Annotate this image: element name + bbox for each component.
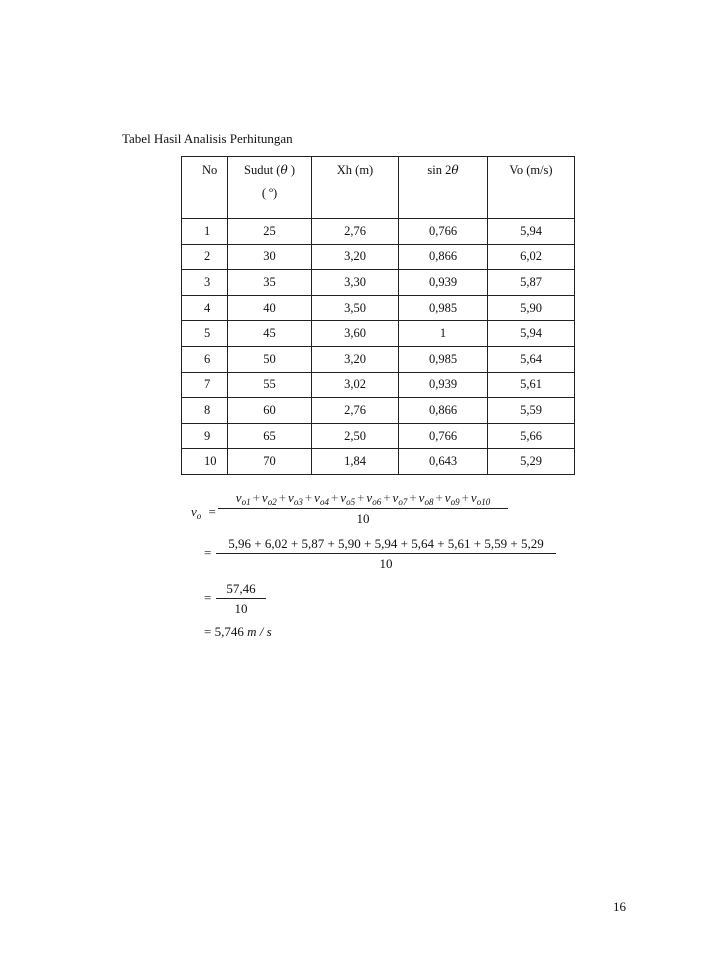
cell-sudut: 25 [228,219,312,245]
term-var: v [392,490,399,505]
cell-no: 10 [182,449,228,475]
term-var: v [261,490,268,505]
cell-sin2theta: 0,939 [399,372,488,398]
header-sudut-unit: ( º) [261,186,278,200]
cell-vo: 5,87 [488,270,575,296]
cell-sudut: 55 [228,372,312,398]
table-row [182,372,575,398]
term-var: v [418,490,425,505]
plus-sign: + [383,490,391,505]
table-row [182,295,575,321]
fraction-3-denominator: 10 [234,601,248,616]
fraction-2-numerator: 5,96 + 6,02 + 5,87 + 5,90 + 5,94 + 5,64 + 5,61 + 5,59 + 5,29 [228,536,544,551]
cell-sin2theta: 1 [399,321,488,347]
term-subscript: o8 [424,497,434,507]
cell-sudut: 35 [228,270,312,296]
cell-vo: 5,29 [488,449,575,475]
theta-symbol: θ [280,163,288,177]
header-vo: Vo (m/s) [488,157,575,219]
cell-sudut: 45 [228,321,312,347]
cell-sudut: 70 [228,449,312,475]
header-sudut-close: ) [287,163,295,177]
fraction-3-numerator: 57,46 [226,581,256,596]
formula-lhs [191,504,216,521]
plus-sign: + [357,490,365,505]
table-row [182,346,575,372]
table-row [182,270,575,296]
plus-sign: + [278,490,287,505]
header-sudut [228,157,312,219]
header-sin-label: sin 2 [427,163,452,177]
page-number: 16 [613,899,626,914]
formula-fraction-2 [216,536,556,572]
fraction-1-numerator [218,490,508,508]
formula-fraction-3 [216,581,266,617]
cell-vo: 5,64 [488,346,575,372]
term-subscript: o5 [346,497,356,507]
cell-vo: 5,94 [488,219,575,245]
term-var: v [470,490,477,505]
cell-sin2theta: 0,766 [399,219,488,245]
formula-step2-equals: = [204,545,212,560]
cell-xh: 1,84 [312,449,399,475]
plus-sign: + [330,490,339,505]
table-header-row [182,157,575,219]
term-subscript: o1 [241,497,251,507]
plus-sign: + [409,490,417,505]
cell-sin2theta: 0,866 [399,244,488,270]
cell-vo: 5,66 [488,423,575,449]
header-xh: Xh (m) [312,157,399,219]
table-row [182,321,575,347]
term-subscript: o6 [372,497,382,507]
term-subscript: o2 [267,497,277,507]
cell-sudut: 30 [228,244,312,270]
cell-xh: 3,20 [312,244,399,270]
cell-no: 7 [182,372,228,398]
header-sin [399,157,488,219]
plus-sign: + [461,490,469,505]
table-row [182,244,575,270]
cell-xh: 2,76 [312,219,399,245]
term-subscript: o7 [398,497,408,507]
plus-sign: + [304,490,313,505]
results-table [181,156,575,475]
term-var: v [314,490,320,505]
table-caption: Tabel Hasil Analisis Perhitungan [122,131,293,146]
cell-no: 8 [182,398,228,424]
lhs-equals: = [208,504,216,519]
cell-no: 6 [182,346,228,372]
plus-sign: + [252,490,260,505]
cell-no: 9 [182,423,228,449]
term-var: v [235,490,242,505]
plus-sign: + [435,490,443,505]
cell-xh: 3,30 [312,270,399,296]
formula-step3-equals: = [204,590,212,605]
cell-sudut: 60 [228,398,312,424]
cell-vo: 5,59 [488,398,575,424]
cell-vo: 5,61 [488,372,575,398]
term-var: v [288,490,294,505]
cell-sudut: 50 [228,346,312,372]
formula-fraction-1 [218,490,508,527]
cell-xh: 3,60 [312,321,399,347]
result-unit: m / s [247,624,272,639]
term-subscript: o10 [476,497,491,507]
cell-vo: 5,94 [488,321,575,347]
cell-xh: 3,02 [312,372,399,398]
term-var: v [444,490,451,505]
cell-vo: 6,02 [488,244,575,270]
cell-no: 1 [182,219,228,245]
header-sudut-label: Sudut ( [244,163,281,177]
cell-no: 2 [182,244,228,270]
cell-xh: 3,20 [312,346,399,372]
theta-symbol: θ [451,163,459,177]
table-row [182,449,575,475]
cell-no: 5 [182,321,228,347]
cell-vo: 5,90 [488,295,575,321]
table-row [182,219,575,245]
table-row [182,423,575,449]
header-no: No [182,157,228,219]
term-var: v [340,490,347,505]
cell-sin2theta: 0,985 [399,295,488,321]
fraction-2-denominator: 10 [379,556,393,571]
term-subscript: o3 [293,497,303,507]
cell-sudut: 65 [228,423,312,449]
cell-sin2theta: 0,866 [399,398,488,424]
cell-sudut: 40 [228,295,312,321]
lhs-var: v [191,504,197,519]
term-subscript: o4 [319,497,329,507]
formula-result [204,624,272,640]
term-var: v [366,490,373,505]
cell-sin2theta: 0,985 [399,346,488,372]
term-subscript: o9 [450,497,460,507]
cell-no: 4 [182,295,228,321]
cell-sin2theta: 0,643 [399,449,488,475]
cell-sin2theta: 0,939 [399,270,488,296]
cell-xh: 2,50 [312,423,399,449]
table-row [182,398,575,424]
lhs-subscript: o [196,511,202,521]
result-value: = 5,746 [204,624,244,639]
fraction-1-denominator: 10 [356,511,370,526]
cell-sin2theta: 0,766 [399,423,488,449]
cell-xh: 2,76 [312,398,399,424]
cell-no: 3 [182,270,228,296]
cell-xh: 3,50 [312,295,399,321]
